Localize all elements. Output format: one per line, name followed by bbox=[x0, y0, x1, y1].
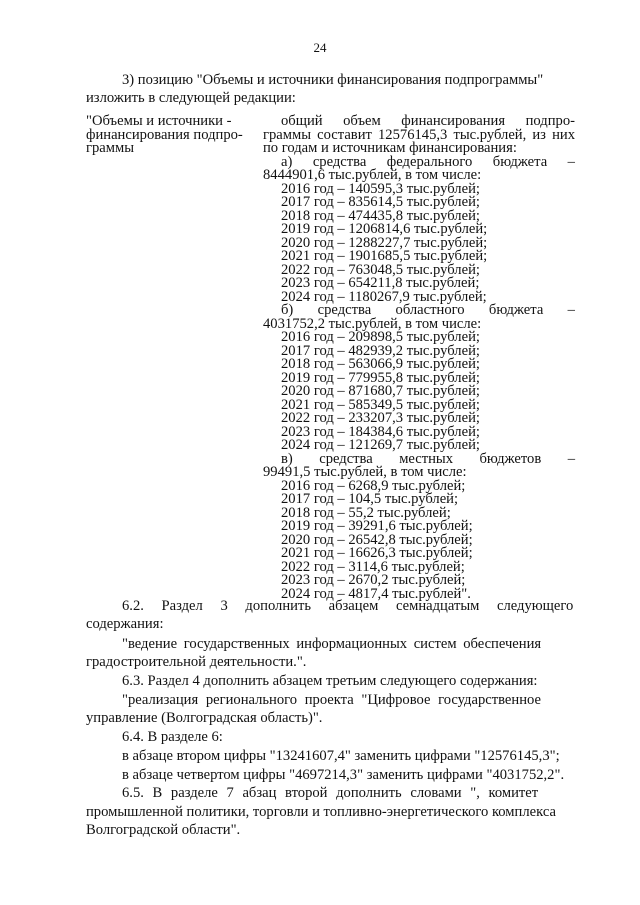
regional-budget-years bbox=[263, 331, 575, 453]
federal-budget-total: 8444901,6 тыс.рублей, в том числе: bbox=[263, 167, 482, 183]
year-row: 2019 год – 1206814,6 тыс.рублей; bbox=[281, 221, 488, 237]
year-row: 2019 год – 39291,6 тыс.рублей; bbox=[281, 518, 473, 534]
section-6-5-line-1: 6.5. В разделе 7 абзац второй дополнить словами ", комитет bbox=[122, 785, 539, 801]
year-row: 2020 год – 871680,7 тыс.рублей; bbox=[281, 383, 480, 399]
section-6-2-line-1: 6.2. Раздел 3 дополнить абзацем семнадцатым следующего bbox=[122, 598, 574, 614]
table-right-cell bbox=[263, 115, 575, 601]
year-row: 2018 год – 474435,8 тыс.рублей; bbox=[281, 207, 480, 224]
year-row: 2016 год – 6268,9 тыс.рублей; bbox=[281, 477, 466, 494]
section-6-4-line-1: 6.4. В разделе 6: bbox=[122, 729, 223, 745]
year-row: 2022 год – 3114,6 тыс.рублей; bbox=[281, 558, 465, 575]
local-budget-total: 99491,5 тыс.рублей, в том числе: bbox=[263, 464, 467, 480]
left-cell-line-3: граммы bbox=[86, 140, 135, 156]
section-6-5-line-2: промышленной политики, торговли и топливно-энергетического комплекса bbox=[86, 804, 556, 820]
year-row: 2017 год – 482939,2 тыс.рублей; bbox=[281, 342, 480, 359]
year-row: 2024 год – 121269,7 тыс.рублей; bbox=[281, 437, 480, 453]
federal-budget-header: а) средства федерального бюджета – bbox=[281, 153, 575, 170]
federal-budget-years bbox=[263, 180, 575, 305]
left-cell-line-2: финансирования подпро- bbox=[86, 126, 243, 143]
intro-line-1: 3) позицию "Объемы и источники финансирования подпрограммы" bbox=[122, 72, 544, 88]
year-row: 2020 год – 26542,8 тыс.рублей; bbox=[281, 531, 473, 548]
year-row: 2018 год – 563066,9 тыс.рублей; bbox=[281, 356, 480, 372]
section-6-2-quote-1: "ведение государственных информационных систем обеспечения bbox=[122, 636, 542, 652]
intro-line-2: изложить в следующей редакции: bbox=[86, 90, 296, 106]
year-row: 2020 год – 1288227,7 тыс.рублей; bbox=[281, 234, 488, 251]
section-6-3-line-1: 6.3. Раздел 4 дополнить абзацем третьим следующего содержания: bbox=[122, 673, 538, 689]
year-row: 2017 год – 104,5 тыс.рублей; bbox=[281, 491, 459, 507]
section-6-3-quote-1: "реализация регионального проекта "Цифровое государственное bbox=[122, 692, 541, 708]
year-row: 2023 год – 654211,8 тыс.рублей; bbox=[281, 275, 480, 291]
year-row: 2024 год – 4817,4 тыс.рублей". bbox=[281, 585, 471, 602]
regional-budget-header: б) средства областного бюджета – bbox=[281, 302, 575, 318]
section-6-4-line-2: в абзаце втором цифры "13241607,4" заменить цифрами "12576145,3"; bbox=[122, 748, 560, 764]
table-left-cell bbox=[86, 115, 254, 156]
page-number: 24 bbox=[313, 40, 327, 55]
year-row: 2016 год – 140595,3 тыс.рублей; bbox=[281, 180, 480, 197]
year-row: 2024 год – 1180267,9 тыс.рублей; bbox=[281, 288, 487, 305]
year-row: 2021 год – 585349,5 тыс.рублей; bbox=[281, 396, 480, 413]
year-row: 2023 год – 2670,2 тыс.рублей; bbox=[281, 572, 466, 588]
section-6-2-line-2: содержания: bbox=[86, 616, 164, 632]
year-row: 2022 год – 233207,3 тыс.рублей; bbox=[281, 410, 480, 426]
regional-budget-total: 4031752,2 тыс.рублей, в том числе: bbox=[263, 315, 482, 332]
local-budget-header: в) средства местных бюджетов – bbox=[281, 450, 575, 467]
year-row: 2023 год – 184384,6 тыс.рублей; bbox=[281, 423, 480, 440]
section-6-2-quote-2: градостроительной деятельности.". bbox=[86, 654, 307, 670]
year-row: 2021 год – 1901685,5 тыс.рублей; bbox=[281, 248, 488, 264]
year-row: 2018 год – 55,2 тыс.рублей; bbox=[281, 504, 451, 521]
section-6-3-quote-2: управление (Волгоградская область)". bbox=[86, 710, 323, 726]
local-budget-years bbox=[263, 477, 575, 602]
year-row: 2022 год – 763048,5 тыс.рублей; bbox=[281, 261, 480, 278]
year-row: 2019 год – 779955,8 тыс.рублей; bbox=[281, 369, 480, 386]
year-row: 2016 год – 209898,5 тыс.рублей; bbox=[281, 329, 480, 345]
section-6-4-line-3: в абзаце четвертом цифры "4697214,3" заменить цифрами "4031752,2". bbox=[122, 767, 565, 783]
year-row: 2021 год – 16626,3 тыс.рублей; bbox=[281, 545, 473, 561]
funding-intro: общий объем финансирования подпро- граммы составит 12576145,3 тыс.рублей, из них по годам и источникам финансирования: bbox=[263, 113, 575, 156]
section-6-5-line-3: Волгоградской области". bbox=[86, 822, 241, 838]
year-row: 2017 год – 835614,5 тыс.рублей; bbox=[281, 194, 480, 210]
left-cell-line-1: "Объемы и источники - bbox=[86, 113, 232, 129]
